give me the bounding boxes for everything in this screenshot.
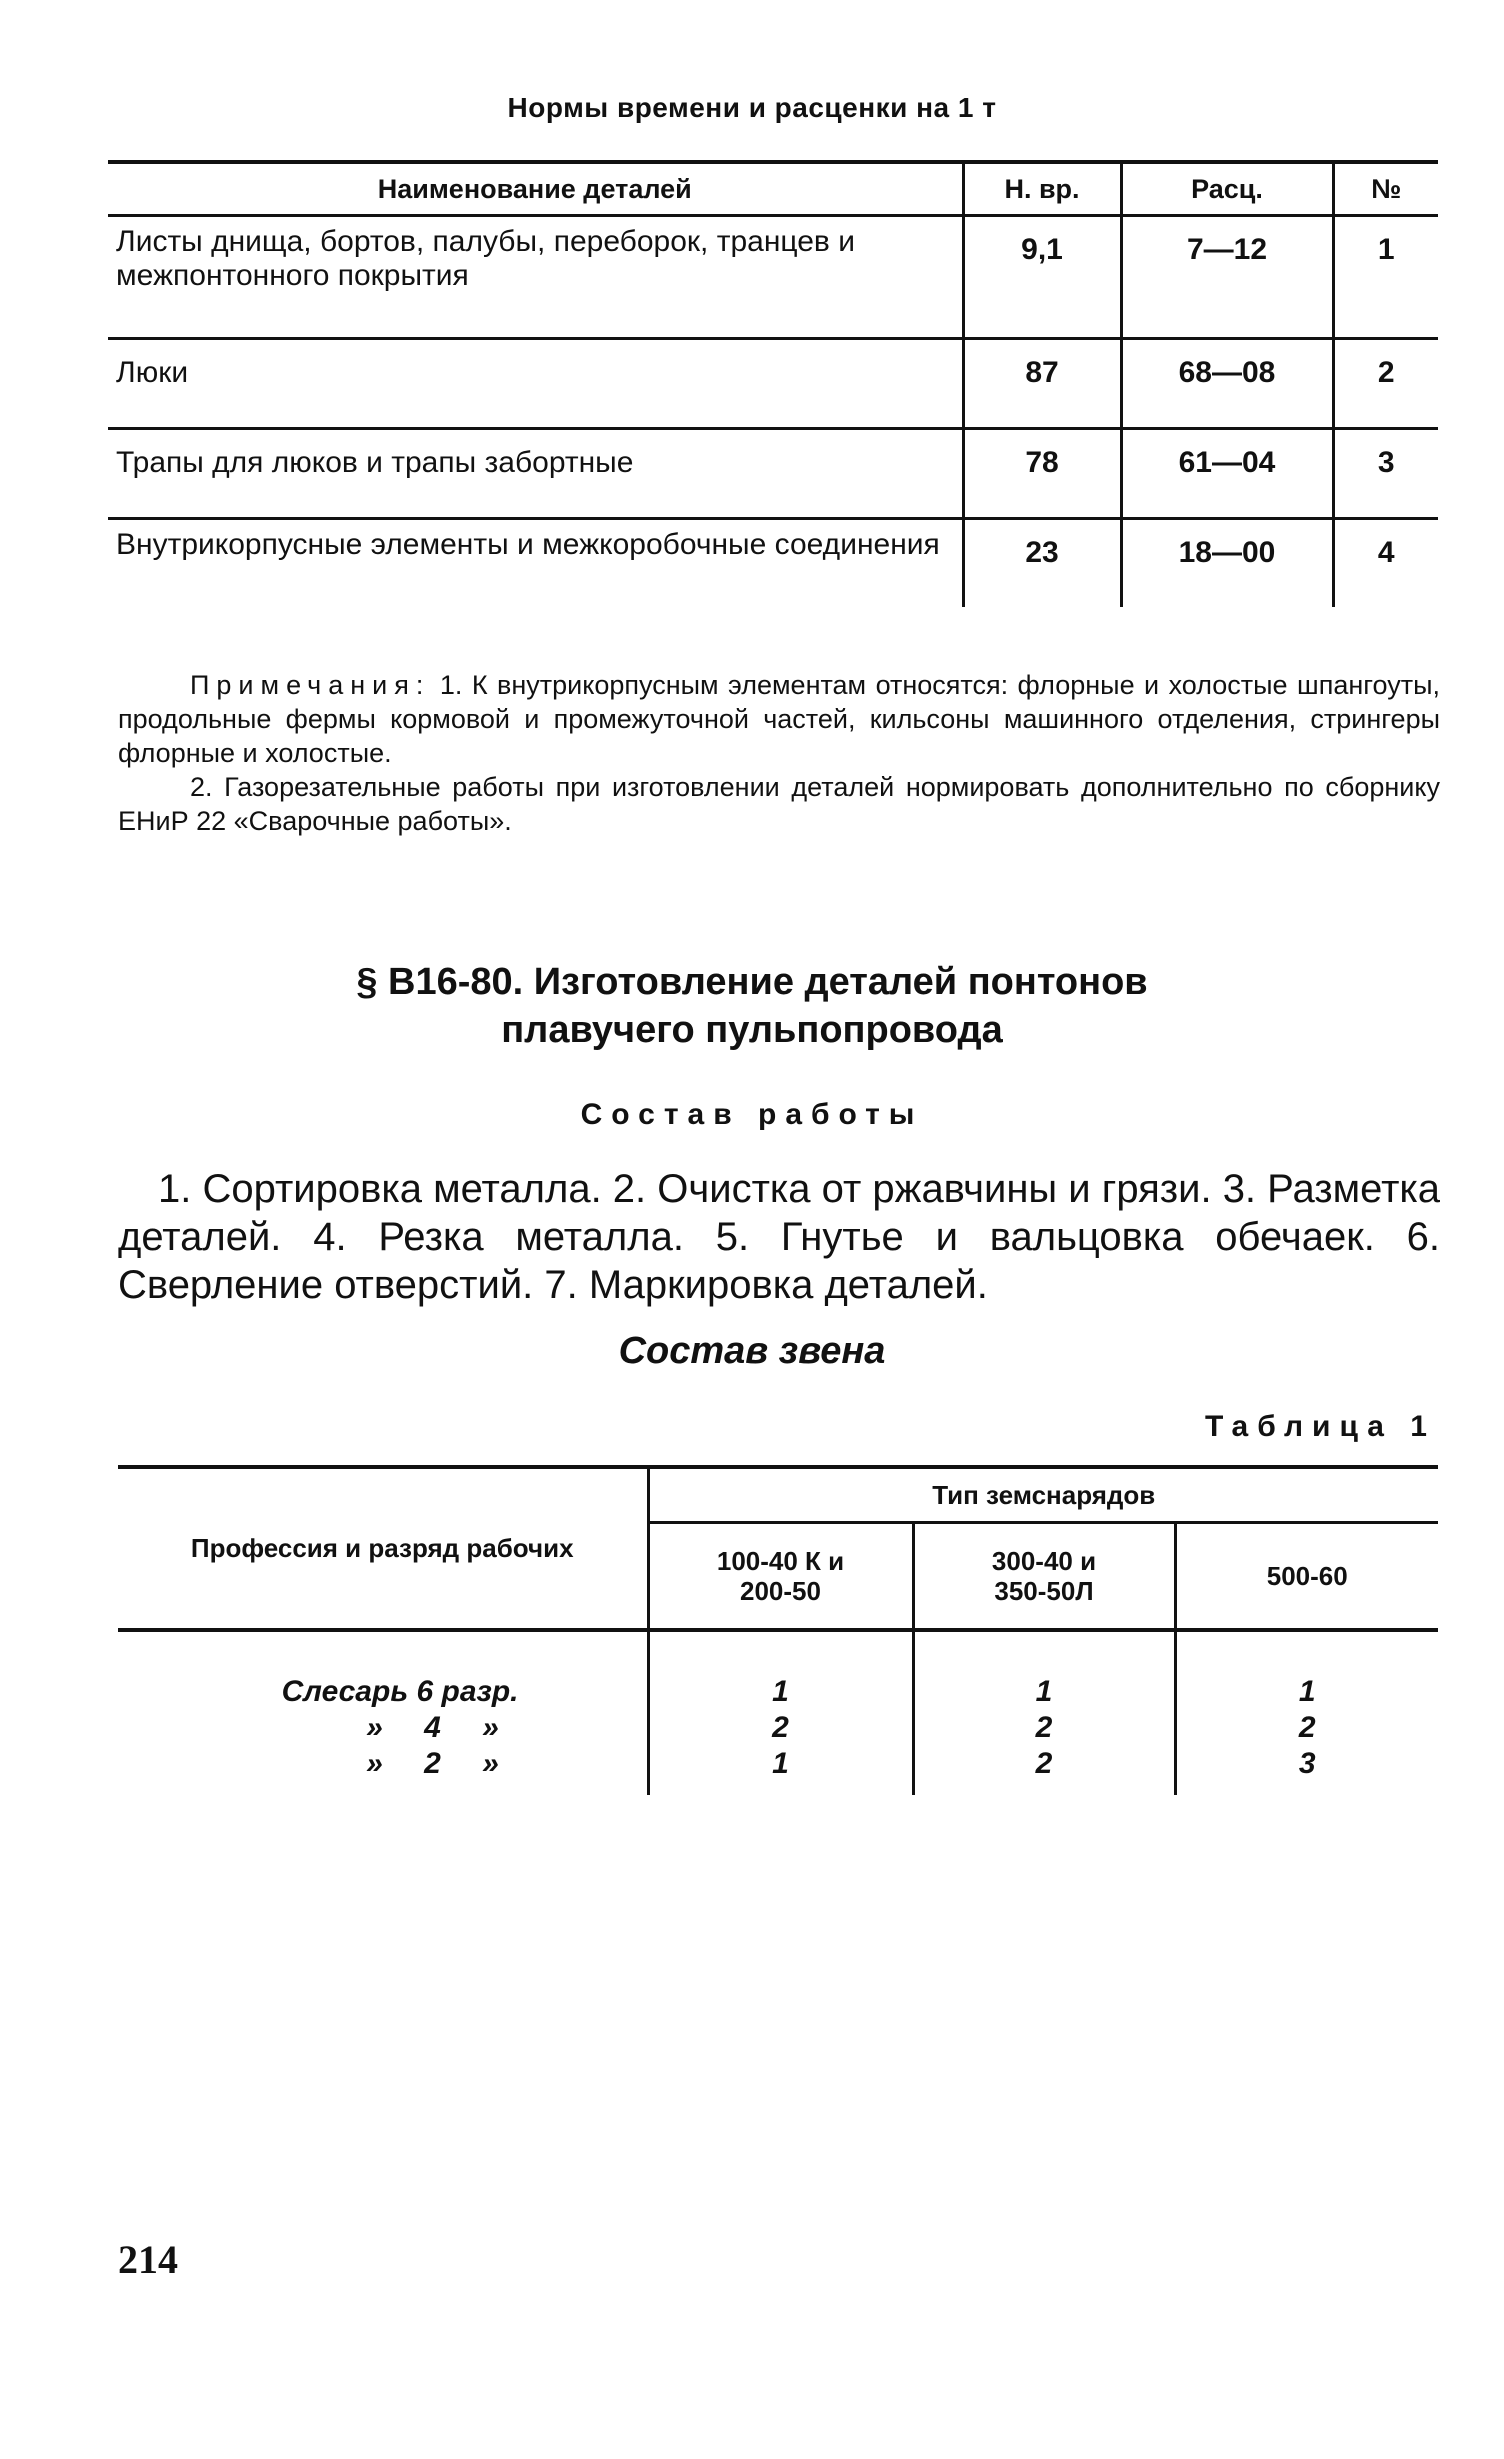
profession-line (118, 1710, 519, 1746)
section-title-line-1: § В16-80. Изготовление деталей понтонов (356, 961, 1148, 1003)
crew-count: 3 (1298, 1747, 1316, 1780)
part-name: Трапы для люков и трапы забортные (108, 429, 963, 519)
dredger-column-header: 100-40 К и 200-50 (648, 1523, 913, 1631)
part-name: Люки (108, 339, 963, 429)
crew-table (118, 1465, 1438, 1795)
norms-table (108, 160, 1438, 607)
profession-suffix: разр. (441, 1675, 519, 1708)
note-2: 2. Газорезательные работы при изготовлении деталей нормировать дополнительно по сборнику ЕНиР 22 «Сварочные работы». (118, 772, 1440, 836)
table-row (108, 339, 1438, 429)
crew-body-row (118, 1630, 1438, 1795)
time-norm: 23 (963, 519, 1121, 607)
header-name: Наименование деталей (108, 162, 963, 216)
work-composition-text (118, 1165, 1440, 1309)
header-number: № (1333, 162, 1438, 216)
notes-label: Примечания: (190, 670, 431, 700)
profession-grade: 2 (424, 1747, 441, 1780)
crew-count: 1 (772, 1675, 789, 1708)
crew-count: 2 (1298, 1711, 1316, 1744)
work-composition-heading: Состав работы (580, 1098, 924, 1131)
profession-line (118, 1746, 519, 1782)
crew-count: 1 (1298, 1675, 1316, 1708)
profession-list (118, 1630, 648, 1795)
time-norm: 9,1 (963, 216, 1121, 339)
profession-suffix: » (482, 1747, 499, 1780)
profession-mark: Слесарь (281, 1675, 409, 1708)
table-row (108, 216, 1438, 339)
crew-count: 2 (1035, 1747, 1053, 1780)
work-steps: 1. Сортировка металла. 2. Очистка от ржавчины и грязи. 3. Разметка деталей. 4. Резка металла. 5. Гнутье и вальцовка обечаек. 6. Сверление отверстий. 7. Маркировка деталей. (118, 1167, 1441, 1307)
notes-block (118, 668, 1440, 838)
header-rate: Расц. (1121, 162, 1333, 216)
table-label: Таблица 1 (1204, 1410, 1436, 1443)
part-name: Листы днища, бортов, палубы, переборок, транцев и межпонтонного покрытия (108, 216, 963, 339)
table-row (108, 519, 1438, 607)
profession-suffix: » (482, 1711, 499, 1744)
note-1 (118, 668, 1440, 770)
rate: 68—08 (1121, 339, 1333, 429)
time-norm: 87 (963, 339, 1121, 429)
row-number: 3 (1333, 429, 1438, 519)
profession-grade: 4 (424, 1711, 441, 1744)
profession-mark: » (366, 1747, 383, 1780)
profession-mark: » (366, 1711, 383, 1744)
table-row (108, 429, 1438, 519)
header-time: Н. вр. (963, 162, 1121, 216)
norms-header-row (108, 162, 1438, 216)
crew-header-row-1 (118, 1467, 1438, 1523)
dredger-column-header: 500-60 (1175, 1523, 1438, 1631)
dredger-type-header: Тип земснарядов (648, 1467, 1438, 1523)
section-title-line-2: плавучего пульпопровода (501, 1009, 1003, 1051)
page-number: 214 (118, 2237, 178, 2282)
crew-count: 1 (1035, 1675, 1053, 1708)
rate: 7—12 (1121, 216, 1333, 339)
crew-count-column (648, 1630, 913, 1795)
note-1-text: 1. К внутрикорпусным элементам относятся: флорные и холостые шпангоуты, продольные фермы кормовой и промежуточной частей, кильсоны машинного отделения, стрингеры флорные и холостые. (118, 670, 1440, 768)
rate: 61—04 (1121, 429, 1333, 519)
time-norm: 78 (963, 429, 1121, 519)
part-name: Внутрикорпусные элементы и межкоробочные соединения (116, 528, 940, 561)
running-title: Нормы времени и расценки на 1 т (507, 92, 997, 123)
crew-count: 1 (772, 1747, 789, 1780)
profession-line (118, 1674, 519, 1710)
profession-grade: 6 (416, 1675, 434, 1708)
row-number: 2 (1333, 339, 1438, 429)
crew-count-column (913, 1630, 1175, 1795)
crew-count-column (1175, 1630, 1438, 1795)
crew-count: 2 (1035, 1711, 1053, 1744)
rate: 18—00 (1121, 519, 1333, 607)
row-number: 4 (1333, 519, 1438, 607)
crew-composition-heading: Состав звена (618, 1330, 886, 1372)
row-number: 1 (1333, 216, 1438, 339)
profession-header: Профессия и разряд рабочих (118, 1467, 648, 1630)
section-title (0, 958, 1504, 1054)
dredger-column-header: 300-40 и 350-50Л (913, 1523, 1175, 1631)
crew-count: 2 (772, 1711, 789, 1744)
